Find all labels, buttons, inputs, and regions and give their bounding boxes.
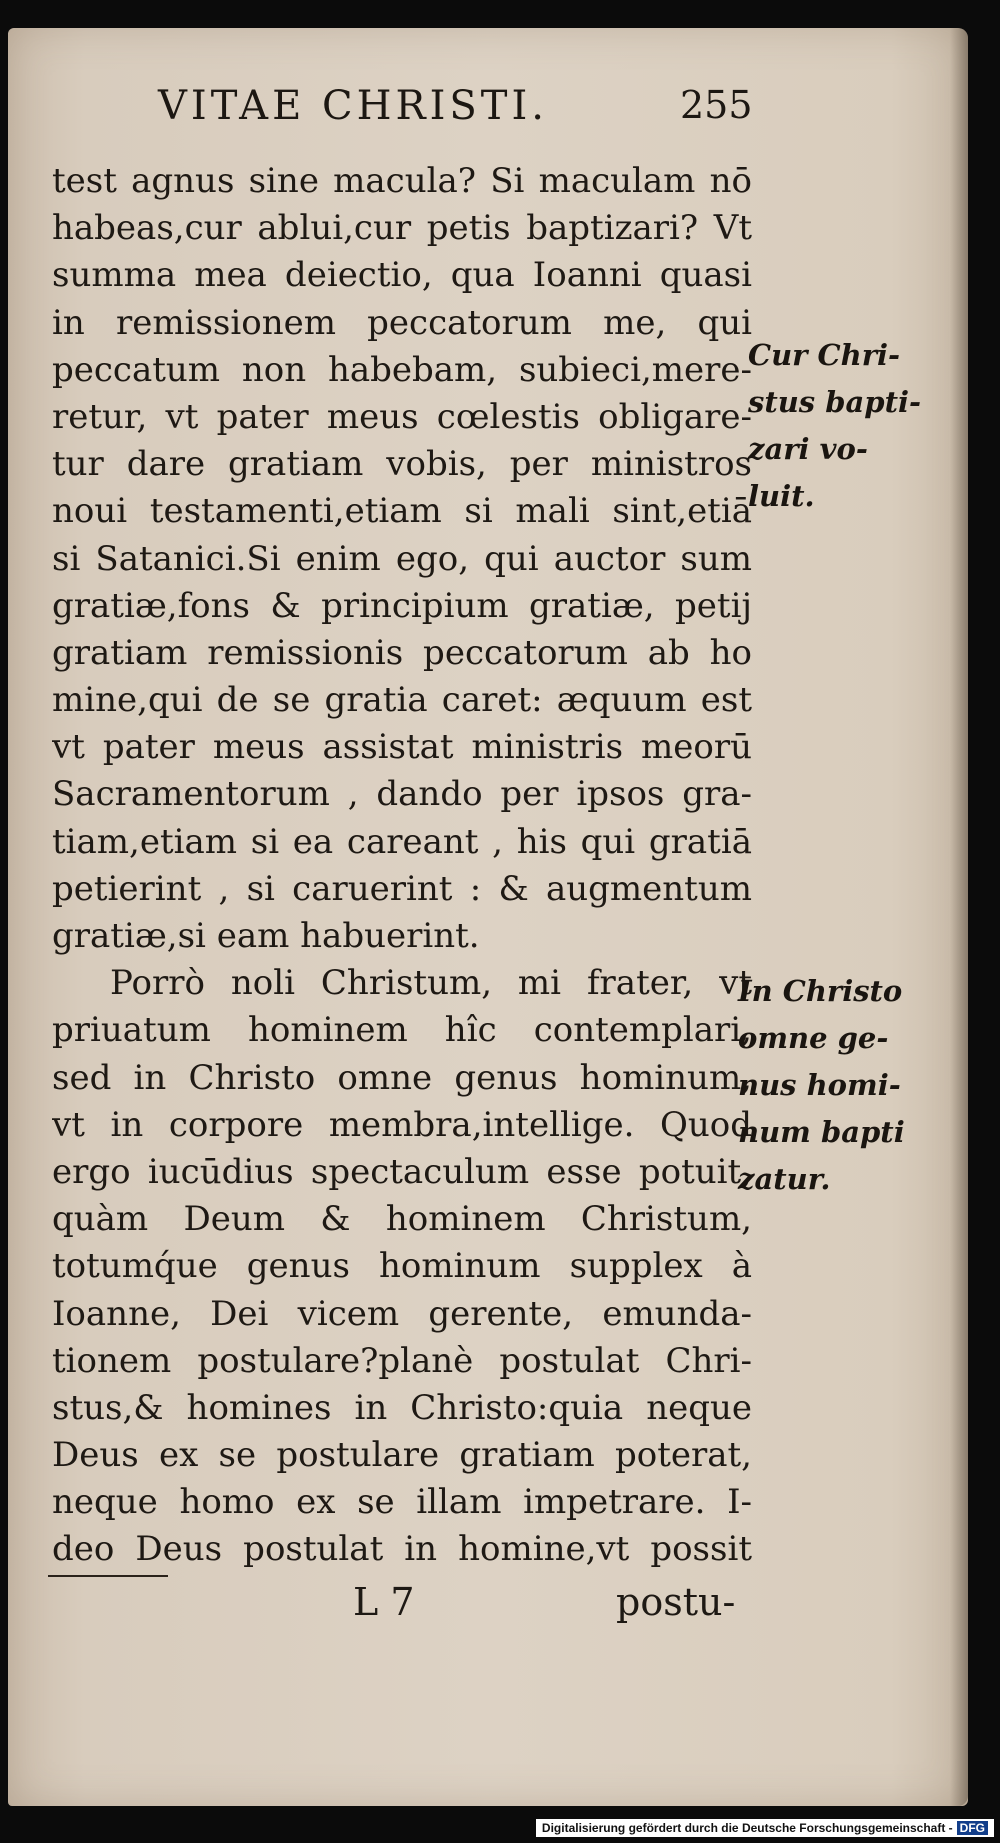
margin-note-line: omne ge- (738, 1021, 889, 1055)
margin-note-baptism-reason (748, 332, 923, 520)
credit-text: Digitalisierung gefördert durch die Deutsche Forschungsgemeinschaft - (541, 1821, 953, 1835)
margin-note-line: zari vo- (748, 432, 868, 466)
text-line: gratiam remissionis peccatorum ab ho (52, 632, 752, 673)
margin-note-line: In Christo (738, 974, 903, 1008)
text-line: peccatum non habebam, subieci,mere- (52, 349, 752, 390)
footer-rule (48, 1575, 168, 1577)
text-line: vt in corpore membra,intellige. Quod (52, 1104, 752, 1145)
dfg-logo: DFG (957, 1821, 988, 1835)
text-line: retur, vt pater meus cœlestis obligare- (52, 396, 752, 437)
signature-mark: L 7 (353, 1580, 415, 1624)
text-line: Sacramentorum , dando per ipsos gra- (52, 774, 752, 815)
catchword: postu- (616, 1580, 736, 1624)
text-line: petierint , si caruerint : & augmentum (52, 868, 752, 909)
text-line: deo Deus postulat in homine,vt possit (52, 1529, 752, 1570)
text-line: gratiæ,fons & principium gratiæ, petij (52, 585, 752, 626)
text-line: summa mea deiectio, qua Ioanni quasi (52, 255, 752, 296)
page-number: 255 (680, 83, 753, 127)
book-page (8, 28, 968, 1806)
text-line: noui testamenti,etiam si mali sint,etiā (52, 491, 752, 532)
text-line: habeas,cur ablui,cur petis baptizari? Vt (52, 208, 752, 249)
main-text-block (52, 158, 752, 1574)
text-line: neque homo ex se illam impetrare. I- (52, 1482, 752, 1523)
margin-note-line: nus homi- (738, 1068, 901, 1102)
text-line: priuatum hominem hîc contemplari, (52, 1010, 752, 1051)
text-line: tiam,etiam si ea careant , his qui gratiā (52, 821, 752, 862)
margin-note-line: Cur Chri- (748, 338, 901, 372)
text-line: totumq́ue genus hominum supplex à (52, 1246, 752, 1287)
running-title: VITAE CHRISTI. (158, 83, 548, 129)
text-line: gratiæ,si eam habuerint. (52, 916, 480, 956)
text-line: Ioanne, Dei vicem gerente, emunda- (52, 1293, 752, 1334)
digitization-credit (536, 1819, 994, 1837)
text-line: stus,& homines in Christo:quia neque (52, 1387, 752, 1428)
text-line: ergo iucūdius spectaculum esse potuit, (52, 1151, 752, 1192)
text-line: vt pater meus assistat ministris meorū (52, 727, 752, 768)
text-line: mine,qui de se gratia caret: æquum est (52, 680, 752, 721)
text-line: Deus ex se postulare gratiam poterat, (52, 1435, 752, 1476)
text-line: quàm Deum & hominem Christum, (52, 1199, 752, 1240)
text-line: sed in Christo omne genus hominum, (52, 1057, 752, 1098)
margin-note-all-mankind (738, 968, 913, 1203)
text-line: si Satanici.Si enim ego, qui auctor sum (52, 538, 752, 579)
margin-note-line: stus bapti- (748, 385, 922, 419)
text-line: tur dare gratiam vobis, per ministros (52, 444, 752, 485)
text-line: tionem postulare?planè postulat Chri- (52, 1340, 752, 1381)
margin-note-line: num bapti (738, 1115, 905, 1149)
margin-note-line: luit. (748, 479, 815, 513)
text-line: test agnus sine macula? Si maculam nō (52, 161, 752, 201)
margin-note-line: zatur. (738, 1162, 831, 1196)
paragraph-start-line: Porrò noli Christum, mi frater, vt (110, 963, 752, 1004)
text-line: in remissionem peccatorum me, qui (52, 302, 752, 343)
